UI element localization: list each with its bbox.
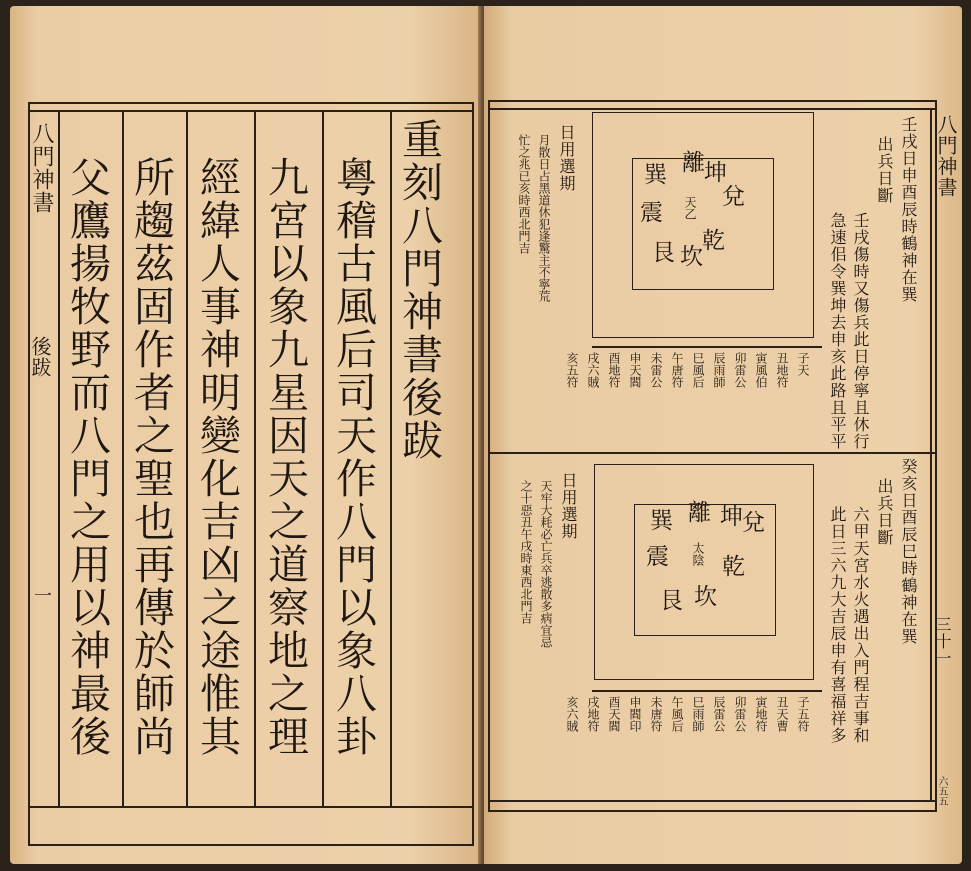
star-cell: 寅地符 — [754, 696, 768, 732]
bottom-text-2: 此日三六九大吉辰申有喜福祥多 — [828, 506, 847, 744]
bottom-palace-li: 離 — [688, 500, 711, 526]
text-column-1: 粵稽古風后司天作八門以象八卦 — [329, 156, 377, 758]
star-cell: 寅風伯 — [754, 352, 768, 388]
star-cell: 亥六賊 — [565, 696, 579, 732]
column-rule — [58, 112, 60, 806]
star-cell: 辰雨師 — [712, 352, 726, 388]
text-column-5: 父鷹揚牧野而八門之用以神最後 — [63, 156, 111, 758]
section-divider — [488, 452, 937, 454]
bottom-star-table-rule — [592, 690, 822, 692]
bottom-palace-xun: 巽 — [650, 508, 673, 534]
star-cell: 申天閻 — [628, 352, 642, 388]
bottom-palace-center: 太陰 — [691, 542, 705, 566]
star-cell: 亥五符 — [565, 352, 579, 388]
star-cell: 酉地符 — [607, 352, 621, 388]
bottom-palace-kan: 坎 — [694, 584, 717, 610]
bottom-side-text-1: 天牢大耗必亡兵卒逃散多病宜忌 — [539, 480, 553, 648]
top-palace-dui: 兌 — [722, 184, 745, 210]
star-cell: 辰雷公 — [712, 696, 726, 732]
bottom-title: 出兵日斷 — [875, 478, 894, 546]
column-rule — [254, 112, 256, 806]
star-cell: 未唐符 — [649, 696, 663, 732]
left-top-rule — [28, 110, 474, 112]
right-margin-title: 八門神書 — [934, 114, 958, 198]
top-palace-kan: 坎 — [680, 244, 703, 270]
top-side-text-2: 忙之兆已亥時西北門吉 — [517, 134, 531, 254]
right-bottom-rule — [488, 800, 937, 802]
star-cell: 未雷公 — [649, 352, 663, 388]
star-cell: 午風后 — [670, 696, 684, 732]
top-text-2: 急速佀令巽坤去申亥此路且平平 — [828, 212, 847, 450]
margin-rule — [930, 110, 932, 800]
left-margin-page: 一 — [31, 586, 52, 605]
top-palace-gen: 艮 — [652, 240, 675, 266]
star-cell: 申閻印 — [628, 696, 642, 732]
bottom-side-title: 日用選期 — [559, 472, 578, 540]
star-cell: 子天 — [796, 352, 810, 376]
left-margin-subtitle: 後跋 — [28, 336, 52, 378]
top-palace-center: 天乙 — [683, 196, 697, 220]
afterword-title: 重刻八門神書後跋 — [395, 118, 443, 462]
text-column-3: 經緯人事神明變化吉凶之途惟其 — [193, 156, 241, 758]
star-cell: 巳雨師 — [691, 696, 705, 732]
star-cell: 卯雷公 — [733, 696, 747, 732]
bottom-text-1: 六甲天宮水火遇出入門程吉事和 — [851, 506, 870, 744]
bottom-palace-dui: 兌 — [742, 510, 765, 536]
bottom-palace-gen: 艮 — [660, 588, 683, 614]
bottom-heading: 癸亥日酉辰巳時鶴神在巽 — [899, 458, 918, 645]
right-margin-stamp: 六五五 — [936, 776, 947, 806]
top-palace-qian: 乾 — [702, 228, 725, 254]
star-cell: 戌六賊 — [586, 352, 600, 388]
star-cell: 卯雷公 — [733, 352, 747, 388]
top-side-title: 日用選期 — [557, 124, 576, 192]
top-text-1: 壬戌傷時又傷兵此日停寧且休行 — [851, 212, 870, 450]
star-cell: 巳風后 — [691, 352, 705, 388]
text-column-4: 所趨茲固作者之聖也再傳於師尚 — [127, 156, 175, 758]
top-palace-kun: 坤 — [704, 160, 727, 186]
left-bottom-rule — [28, 806, 474, 808]
star-cell: 戌地符 — [586, 696, 600, 732]
left-margin-title: 八門神書 — [29, 122, 54, 214]
right-top-rule — [488, 108, 937, 110]
top-palace-xun: 巽 — [644, 162, 667, 188]
top-star-table-rule — [592, 346, 822, 348]
bottom-side-text-2: 之十惡丑午戌時東西北門吉 — [519, 480, 533, 624]
left-page — [10, 6, 482, 864]
star-cell: 酉天閻 — [607, 696, 621, 732]
top-side-text-1: 月散日占黑道休犯逢驚主不寧荒 — [537, 134, 551, 302]
right-margin-page: 三十一 — [933, 616, 952, 667]
top-title: 出兵日斷 — [875, 136, 894, 204]
text-column-2: 九宮以象九星因天之道察地之理 — [261, 156, 309, 758]
star-cell: 丑天曹 — [775, 696, 789, 732]
star-cell: 丑地符 — [775, 352, 789, 388]
bottom-palace-kun: 坤 — [720, 504, 743, 530]
bottom-palace-qian: 乾 — [722, 554, 745, 580]
right-page — [484, 6, 962, 864]
column-rule — [322, 112, 324, 806]
star-cell: 子五符 — [796, 696, 810, 732]
top-heading: 壬戌日申酉辰時鶴神在巽 — [899, 116, 918, 303]
bottom-palace-zhen: 震 — [646, 544, 669, 570]
column-rule — [186, 112, 188, 806]
column-rule — [390, 112, 392, 806]
star-cell: 午唐符 — [670, 352, 684, 388]
top-palace-zhen: 震 — [640, 200, 663, 226]
column-rule — [122, 112, 124, 806]
top-palace-li: 離 — [682, 150, 705, 176]
